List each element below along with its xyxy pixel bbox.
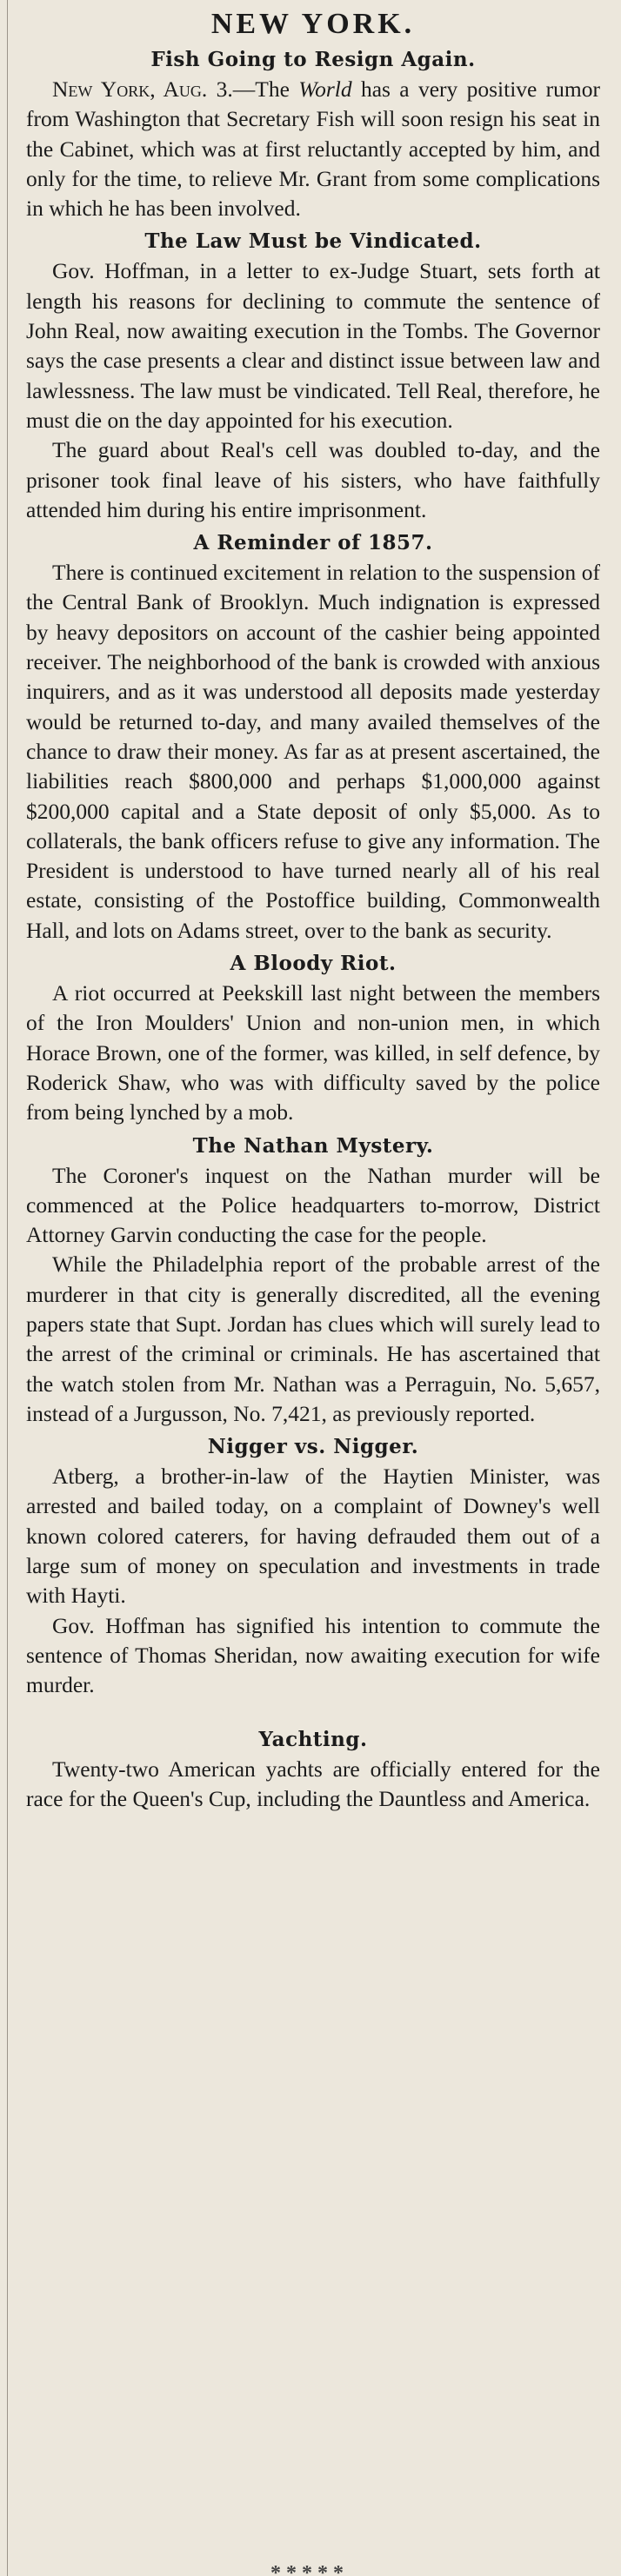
headline-nigger-vs-nigger: Nigger vs. Nigger.: [207, 1435, 419, 1459]
headline-yachting: Yachting.: [258, 1727, 368, 1751]
lead-before: —The: [232, 76, 299, 102]
dateline: New York, Aug. 3.: [52, 76, 233, 102]
article-paragraph: The Coroner's inquest on the Nathan murder will be commenced at the Police headquarters to-morrow, District Attorney Garvin conducting the case for the people.: [26, 1162, 600, 1248]
article-paragraph: Gov. Hoffman has signified his intention to commute the sentence of Thomas Sheridan, now awaiting execution for wife murder.: [26, 1612, 600, 1698]
article-paragraph: The guard about Real's cell was doubled to-day, and the prisoner took final leave of his sisters, who have faithfully attended him during his entire imprisonment.: [26, 437, 600, 522]
newspaper-name: World: [298, 76, 352, 102]
article-column: [26, 7, 600, 1814]
column-rule: [7, 0, 8, 2576]
headline-nathan-mystery: The Nathan Mystery.: [192, 1133, 434, 1158]
article-paragraph: There is continued excitement in relation to the suspension of the Central Bank of Brooklyn. Much indignation is expressed by heavy depositors on account of the cashier being appointed receiver. The neighborhood of the bank is crowded with anxious inquirers, and as it was understood all deposits made yesterday would be returned to-day, and many availed themselves of the chance to draw their money. As far as at present ascertained, the liabilities reach $800,000 and perhaps $1,000,000 against $200,000 capital and a State deposit of only $5,000. As to collaterals, the bank officers refuse to give any information. The President is understood to have turned nearly all of his real estate, consisting of the Postoffice building, Commonwealth Hall, and lots on Adams street, over to the bank as security.: [26, 560, 600, 943]
headline-law-vindicated: The Law Must be Vindicated.: [144, 229, 482, 254]
article-paragraph: While the Philadelphia report of the probable arrest of the murderer in that city is generally discredited, all the evening papers state that Supt. Jordan has clues which will surely lead to the arrest of the criminal or criminals. He has ascertained that the watch stolen from Mr. Nathan was a Perraguin, No. 5,657, instead of a Jurgusson, No. 7,421, as previously reported.: [26, 1251, 600, 1426]
headline-bloody-riot: A Bloody Riot.: [230, 952, 397, 976]
article-paragraph: Gov. Hoffman, in a letter to ex-Judge Stuart, sets forth at length his reasons for declining to commute the sentence of John Real, now awaiting execution in the Tombs. The Governor says the case presents a clear and distinct issue between law and lawlessness. The law must be vindicated. Tell Real, therefore, he must die on the day appointed for his execution.: [26, 258, 600, 433]
article-paragraph: A riot occurred at Peekskill last night between the members of the Iron Moulders' Union and non-union men, in which Horace Brown, one of the former, was killed, in self defence, by Roderick Shaw, who was with difficulty saved by the police from being lynched by a mob.: [26, 980, 600, 1125]
cutoff-fragment: *****: [270, 2562, 349, 2576]
lead-after: has a very positive rumor from Washington that Secretary Fish will soon resign his seat in the Cabinet, which was at first reluctantly accepted by him, and only for the time, to relieve Mr. Grant from some complications in which he has been involved.: [26, 76, 600, 222]
headline-reminder-1857: A Reminder of 1857.: [193, 531, 433, 555]
cutoff-next-headline: [205, 2557, 414, 2576]
headline-fish-resign: Fish Going to Resign Again.: [150, 48, 476, 71]
section-masthead: NEW YORK.: [210, 8, 416, 40]
section-gap: [26, 1701, 600, 1722]
article-paragraph: Twenty-two American yachts are officially entered for the race for the Queen's Cup, including the Dauntless and America.: [26, 1756, 600, 1811]
article-fish-body: [26, 75, 600, 223]
article-paragraph: Atberg, a brother-in-law of the Haytien Minister, was arrested and bailed today, on a complaint of Downey's well known colored caterers, for having defrauded them out of a large sum of money on speculation and investments in trade with Hayti.: [26, 1464, 600, 1609]
